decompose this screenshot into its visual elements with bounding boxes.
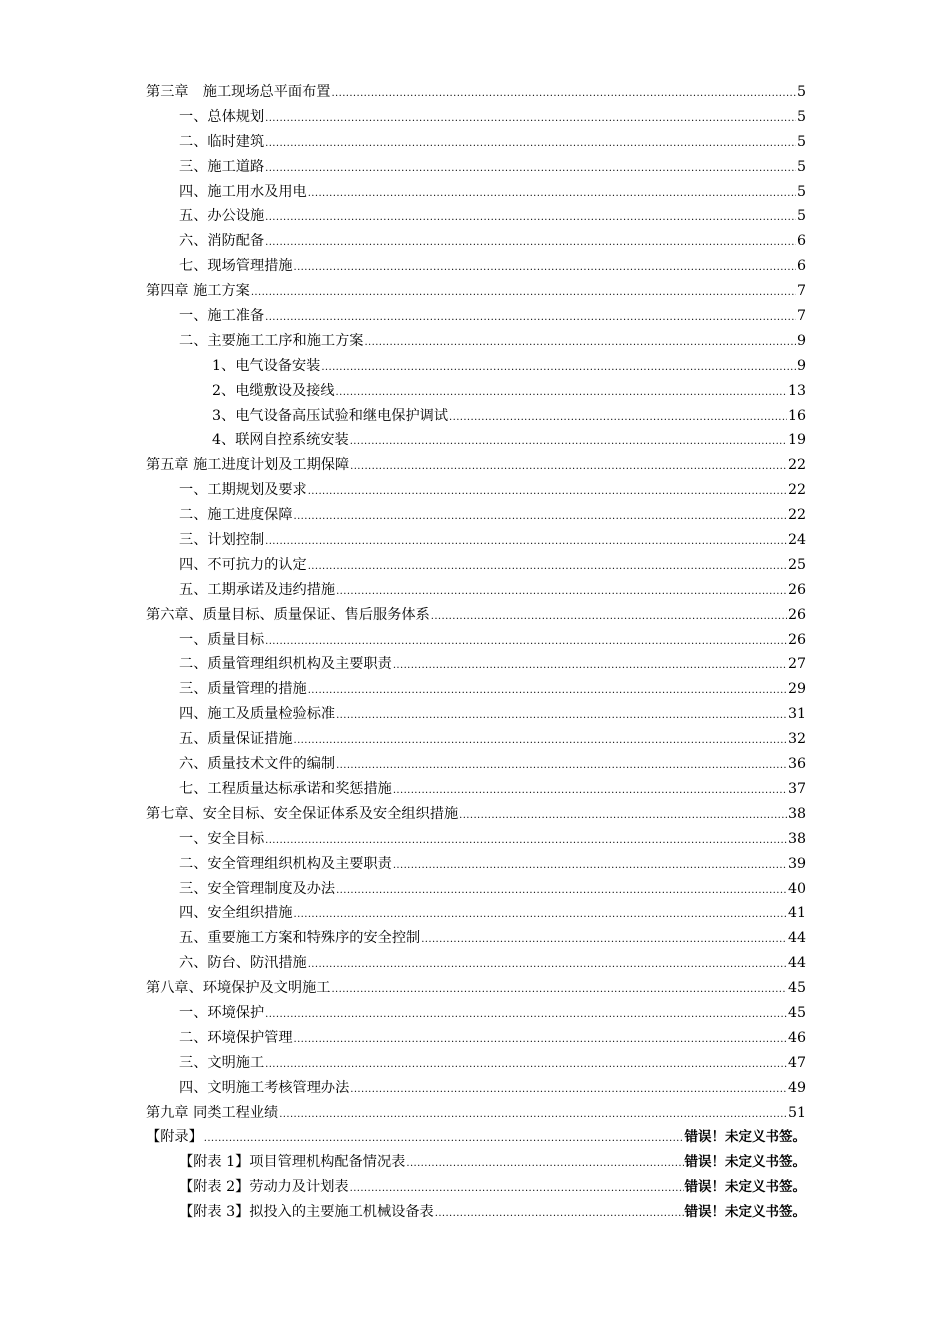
toc-dot-leader bbox=[265, 630, 787, 655]
toc-entry[interactable] bbox=[146, 852, 806, 877]
toc-entry[interactable] bbox=[146, 1076, 806, 1101]
toc-dot-leader bbox=[204, 1127, 684, 1152]
toc-entry-page-number: 40 bbox=[787, 880, 806, 897]
toc-entry-title: 四、施工用水及用电 bbox=[179, 183, 307, 200]
toc-entry-title: 三、计划控制 bbox=[179, 532, 265, 549]
toc-entry[interactable] bbox=[146, 727, 806, 752]
toc-entry-page-number: 7 bbox=[796, 283, 806, 300]
toc-dot-leader bbox=[265, 829, 787, 854]
toc-dot-leader bbox=[294, 903, 787, 928]
toc-dot-leader bbox=[308, 679, 787, 704]
toc-entry[interactable] bbox=[146, 578, 806, 603]
toc-entry-title: 第八章、环境保护及文明施工 bbox=[146, 980, 331, 997]
toc-entry-page-number: 19 bbox=[787, 432, 806, 449]
toc-entry-page-number: 27 bbox=[787, 656, 806, 673]
toc-dot-leader bbox=[294, 1028, 787, 1053]
toc-entry-title: 二、环境保护管理 bbox=[179, 1029, 293, 1046]
toc-entry-title: 五、办公设施 bbox=[179, 208, 265, 225]
toc-dot-leader bbox=[279, 1103, 787, 1128]
toc-dot-leader bbox=[431, 605, 787, 630]
toc-entry-title: 【附表 2】劳动力及计划表 bbox=[179, 1179, 349, 1196]
toc-entry[interactable] bbox=[146, 628, 806, 653]
toc-dot-leader bbox=[350, 1078, 787, 1103]
table-of-contents bbox=[146, 80, 806, 1225]
toc-entry-title: 五、工期承诺及违约措施 bbox=[179, 581, 336, 598]
toc-dot-leader bbox=[265, 231, 796, 256]
toc-dot-leader bbox=[294, 505, 787, 530]
toc-entry[interactable] bbox=[146, 702, 806, 727]
toc-entry-page-number: 16 bbox=[787, 407, 806, 424]
toc-dot-leader bbox=[393, 779, 787, 804]
toc-entry[interactable] bbox=[146, 802, 806, 827]
toc-entry-page-number: 31 bbox=[787, 706, 806, 723]
toc-entry-title: 第五章 施工进度计划及工期保障 bbox=[146, 457, 350, 474]
toc-entry-page-number: 22 bbox=[787, 482, 806, 499]
toc-entry-page-number: 51 bbox=[787, 1104, 806, 1121]
toc-entry-page-number: 39 bbox=[787, 855, 806, 872]
toc-entry[interactable] bbox=[146, 926, 806, 951]
toc-entry-page-number: 22 bbox=[787, 457, 806, 474]
toc-entry-title: 第四章 施工方案 bbox=[146, 283, 250, 300]
toc-entry-page-number: 7 bbox=[796, 308, 806, 325]
toc-entry-page-number: 26 bbox=[787, 606, 806, 623]
toc-entry[interactable] bbox=[146, 105, 806, 130]
toc-dot-leader bbox=[265, 132, 796, 157]
toc-dot-leader bbox=[321, 356, 796, 381]
toc-entry[interactable] bbox=[146, 976, 806, 1001]
toc-entry[interactable] bbox=[146, 204, 806, 229]
toc-dot-leader bbox=[265, 107, 796, 132]
toc-entry-page-number: 错误！未定义书签。 bbox=[684, 1129, 806, 1146]
toc-dot-leader bbox=[331, 978, 786, 1003]
toc-entry-title: 一、施工准备 bbox=[179, 308, 265, 325]
toc-entry-page-number: 49 bbox=[787, 1079, 806, 1096]
toc-entry-page-number: 25 bbox=[787, 556, 806, 573]
toc-entry-page-number: 错误！未定义书签。 bbox=[684, 1179, 806, 1196]
toc-dot-leader bbox=[265, 1003, 787, 1028]
toc-entry-page-number: 26 bbox=[787, 581, 806, 598]
toc-dot-leader bbox=[350, 1177, 684, 1202]
toc-entry-title: 六、防台、防汛措施 bbox=[179, 955, 307, 972]
toc-entry-title: 一、安全目标 bbox=[179, 830, 265, 847]
toc-entry[interactable] bbox=[146, 329, 806, 354]
toc-entry[interactable] bbox=[146, 901, 806, 926]
toc-entry-page-number: 13 bbox=[787, 382, 806, 399]
toc-entry-title: 一、环境保护 bbox=[179, 1004, 265, 1021]
toc-entry[interactable] bbox=[146, 503, 806, 528]
toc-entry-page-number: 38 bbox=[787, 805, 806, 822]
toc-entry-title: 第六章、质量目标、质量保证、售后服务体系 bbox=[146, 606, 430, 623]
toc-dot-leader bbox=[364, 331, 796, 356]
toc-entry-title: 五、质量保证措施 bbox=[179, 731, 293, 748]
toc-dot-leader bbox=[421, 928, 787, 953]
toc-entry[interactable] bbox=[146, 229, 806, 254]
toc-entry-title: 七、工程质量达标承诺和奖惩措施 bbox=[179, 780, 392, 797]
toc-entry[interactable] bbox=[146, 777, 806, 802]
toc-entry-title: 第三章 施工现场总平面布置 bbox=[146, 84, 331, 100]
toc-entry-title: 七、现场管理措施 bbox=[179, 258, 293, 275]
toc-entry-page-number: 36 bbox=[787, 756, 806, 773]
toc-entry-title: 四、文明施工考核管理办法 bbox=[179, 1079, 350, 1096]
toc-entry-title: 4、联网自控系统安装 bbox=[212, 432, 349, 449]
toc-dot-leader bbox=[251, 281, 796, 306]
toc-entry[interactable] bbox=[146, 1101, 806, 1126]
toc-entry[interactable] bbox=[146, 1026, 806, 1051]
toc-entry-page-number: 5 bbox=[796, 158, 806, 175]
toc-entry[interactable] bbox=[146, 453, 806, 478]
toc-dot-leader bbox=[336, 879, 787, 904]
toc-dot-leader bbox=[308, 480, 787, 505]
toc-entry[interactable] bbox=[146, 752, 806, 777]
toc-dot-leader bbox=[265, 530, 787, 555]
toc-entry-title: 1、电气设备安装 bbox=[212, 357, 321, 374]
toc-entry-page-number: 29 bbox=[787, 681, 806, 698]
toc-entry-page-number: 6 bbox=[796, 233, 806, 250]
toc-dot-leader bbox=[265, 157, 796, 182]
toc-entry[interactable] bbox=[146, 404, 806, 429]
toc-dot-leader bbox=[336, 381, 787, 406]
toc-dot-leader bbox=[294, 256, 796, 281]
toc-dot-leader bbox=[265, 206, 796, 231]
toc-entry[interactable] bbox=[146, 1001, 806, 1026]
toc-dot-leader bbox=[406, 1152, 683, 1177]
toc-dot-leader bbox=[331, 82, 796, 107]
toc-entry[interactable] bbox=[146, 155, 806, 180]
toc-entry-page-number: 5 bbox=[796, 84, 806, 100]
toc-entry-title: 三、安全管理制度及办法 bbox=[179, 880, 336, 897]
toc-entry[interactable] bbox=[146, 354, 806, 379]
toc-entry-page-number: 38 bbox=[787, 830, 806, 847]
toc-entry[interactable] bbox=[146, 1175, 806, 1200]
toc-entry-title: 二、质量管理组织机构及主要职责 bbox=[179, 656, 392, 673]
toc-entry-page-number: 错误！未定义书签。 bbox=[684, 1204, 806, 1221]
toc-entry-title: 【附表 3】拟投入的主要施工机械设备表 bbox=[179, 1204, 434, 1221]
toc-entry[interactable] bbox=[146, 80, 806, 105]
toc-entry-page-number: 5 bbox=[796, 108, 806, 125]
toc-entry[interactable] bbox=[146, 652, 806, 677]
toc-dot-leader bbox=[459, 804, 787, 829]
toc-entry[interactable] bbox=[146, 603, 806, 628]
toc-entry-title: 【附录】 bbox=[146, 1129, 203, 1146]
toc-entry[interactable] bbox=[146, 553, 806, 578]
toc-entry[interactable] bbox=[146, 877, 806, 902]
toc-entry-page-number: 44 bbox=[787, 955, 806, 972]
toc-entry-title: 四、安全组织措施 bbox=[179, 905, 293, 922]
toc-entry[interactable] bbox=[146, 827, 806, 852]
toc-entry-page-number: 41 bbox=[787, 905, 806, 922]
toc-entry-title: 六、质量技术文件的编制 bbox=[179, 756, 336, 773]
toc-entry-page-number: 44 bbox=[787, 930, 806, 947]
toc-entry-title: 3、电气设备高压试验和继电保护调试 bbox=[212, 407, 449, 424]
toc-entry-title: 第七章、安全目标、安全保证体系及安全组织措施 bbox=[146, 805, 459, 822]
toc-entry-title: 三、质量管理的措施 bbox=[179, 681, 307, 698]
toc-entry-title: 一、质量目标 bbox=[179, 631, 265, 648]
toc-dot-leader bbox=[336, 754, 787, 779]
toc-entry-page-number: 6 bbox=[796, 258, 806, 275]
toc-dot-leader bbox=[393, 854, 787, 879]
toc-entry-page-number: 26 bbox=[787, 631, 806, 648]
toc-entry-title: 三、施工道路 bbox=[179, 158, 265, 175]
toc-dot-leader bbox=[449, 406, 787, 431]
toc-entry-page-number: 9 bbox=[796, 332, 806, 349]
toc-entry[interactable] bbox=[146, 677, 806, 702]
toc-entry-title: 二、安全管理组织机构及主要职责 bbox=[179, 855, 392, 872]
toc-entry-page-number: 45 bbox=[787, 1004, 806, 1021]
toc-dot-leader bbox=[308, 555, 787, 580]
toc-entry[interactable] bbox=[146, 379, 806, 404]
toc-entry[interactable] bbox=[146, 180, 806, 205]
toc-dot-leader bbox=[336, 704, 787, 729]
toc-entry[interactable] bbox=[146, 130, 806, 155]
toc-entry-title: 第九章 同类工程业绩 bbox=[146, 1104, 279, 1121]
toc-entry[interactable] bbox=[146, 428, 806, 453]
toc-entry-title: 四、施工及质量检验标准 bbox=[179, 706, 336, 723]
toc-entry-title: 五、重要施工方案和特殊序的安全控制 bbox=[179, 930, 421, 947]
toc-entry-page-number: 46 bbox=[787, 1029, 806, 1046]
toc-entry[interactable] bbox=[146, 1051, 806, 1076]
toc-entry[interactable] bbox=[146, 1200, 806, 1225]
toc-entry[interactable] bbox=[146, 1150, 806, 1175]
toc-entry-title: 二、施工进度保障 bbox=[179, 507, 293, 524]
toc-entry-page-number: 22 bbox=[787, 507, 806, 524]
toc-entry-title: 一、总体规划 bbox=[179, 108, 265, 125]
toc-entry-title: 四、不可抗力的认定 bbox=[179, 556, 307, 573]
toc-dot-leader bbox=[308, 953, 787, 978]
toc-dot-leader bbox=[308, 182, 796, 207]
toc-entry-page-number: 37 bbox=[787, 780, 806, 797]
toc-entry[interactable] bbox=[146, 279, 806, 304]
toc-dot-leader bbox=[393, 654, 787, 679]
toc-entry-title: 【附表 1】项目管理机构配备情况表 bbox=[179, 1154, 406, 1171]
toc-entry-title: 三、文明施工 bbox=[179, 1054, 265, 1071]
toc-entry-title: 二、临时建筑 bbox=[179, 133, 265, 150]
toc-entry-title: 六、消防配备 bbox=[179, 233, 265, 250]
toc-entry[interactable] bbox=[146, 254, 806, 279]
toc-dot-leader bbox=[265, 306, 796, 331]
toc-entry[interactable] bbox=[146, 951, 806, 976]
toc-dot-leader bbox=[435, 1202, 684, 1227]
toc-entry[interactable] bbox=[146, 478, 806, 503]
toc-dot-leader bbox=[350, 430, 787, 455]
toc-entry[interactable] bbox=[146, 1125, 806, 1150]
toc-entry-page-number: 5 bbox=[796, 208, 806, 225]
toc-entry-page-number: 45 bbox=[787, 980, 806, 997]
toc-dot-leader bbox=[336, 580, 787, 605]
toc-dot-leader bbox=[294, 729, 787, 754]
toc-dot-leader bbox=[265, 1053, 787, 1078]
toc-entry-page-number: 47 bbox=[787, 1054, 806, 1071]
toc-entry-page-number: 24 bbox=[787, 532, 806, 549]
toc-entry-page-number: 5 bbox=[796, 183, 806, 200]
toc-entry-page-number: 32 bbox=[787, 731, 806, 748]
toc-entry[interactable] bbox=[146, 304, 806, 329]
toc-entry-title: 一、工期规划及要求 bbox=[179, 482, 307, 499]
toc-entry-page-number: 9 bbox=[796, 357, 806, 374]
toc-entry-page-number: 5 bbox=[796, 133, 806, 150]
toc-dot-leader bbox=[350, 455, 787, 480]
toc-entry-title: 二、主要施工工序和施工方案 bbox=[179, 332, 364, 349]
toc-entry[interactable] bbox=[146, 528, 806, 553]
toc-entry-page-number: 错误！未定义书签。 bbox=[684, 1154, 806, 1171]
toc-entry-title: 2、电缆敷设及接线 bbox=[212, 382, 335, 399]
